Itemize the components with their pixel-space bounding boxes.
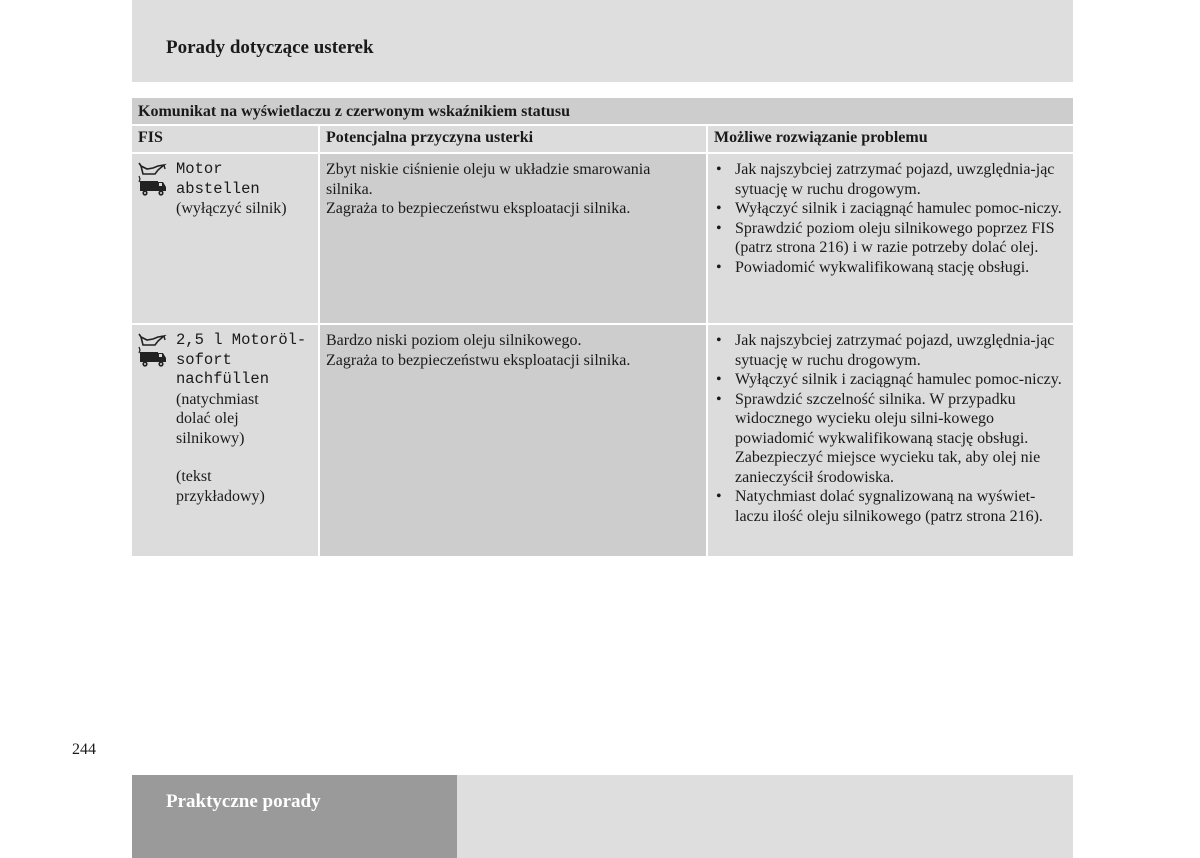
- fis-line: sofort: [176, 350, 232, 369]
- page-header: [132, 0, 1073, 82]
- column-header-cause: Potencjalna przyczyna usterki: [320, 126, 706, 152]
- fis-line: 2,5 l Motoröl-: [176, 331, 307, 349]
- fis-translation: (wyłączyć silnik): [176, 200, 287, 217]
- fis-display-text: [176, 331, 306, 556]
- solution-item: • Jak najszybciej zatrzymać pojazd, uwzględnia-jąc sytuację w ruchu drogowym.: [714, 160, 1069, 199]
- fis-line: nachfüllen: [176, 370, 270, 388]
- table-header-row: [132, 126, 1073, 152]
- solution-list: [714, 160, 1069, 277]
- column-header-solution: Możliwe rozwiązanie problemu: [708, 126, 1073, 152]
- cause-text: Zagraża to bezpieczeństwu eksploatacji silnika.: [326, 200, 631, 217]
- fis-display-text: [176, 160, 287, 323]
- table-caption: Komunikat na wyświetlaczu z czerwonym wskaźnikiem statusu: [132, 98, 1073, 124]
- page-number: 244: [72, 741, 96, 758]
- cause-text: Zagraża to bezpieczeństwu eksploatacji silnika.: [326, 351, 631, 369]
- table-row: [132, 325, 1073, 556]
- fault-table: [132, 98, 1073, 556]
- solution-list: [714, 331, 1069, 526]
- fis-line: abstellen: [176, 179, 260, 198]
- cause-cell: [320, 154, 706, 323]
- table-row: [132, 154, 1073, 323]
- solution-item: • Natychmiast dolać sygnalizowaną na wyświet-laczu ilość oleju silnikowego (patrz strona 216).: [714, 487, 1069, 526]
- fis-cell: [132, 154, 318, 323]
- solution-item: • Wyłączyć silnik i zaciągnąć hamulec pomoc-niczy.: [714, 199, 1069, 219]
- solution-item: • Wyłączyć silnik i zaciągnąć hamulec pomoc-niczy.: [714, 370, 1069, 390]
- page-title: Porady dotyczące usterek: [166, 37, 374, 58]
- solution-cell: [708, 154, 1073, 323]
- fis-translation-line: dolać olej: [176, 410, 239, 427]
- fis-translation-line: (natychmiast: [176, 390, 259, 408]
- oil-can-van-icon: [138, 331, 176, 556]
- solution-item: • Sprawdzić szczelność silnika. W przypadku widocznego wycieku oleju silni-kowego powiadomić wykwalifikowaną stację obsługi. Zabezpieczyć miejsce wycieku tak, aby olej nie zanieczyścił środowiska.: [714, 390, 1069, 488]
- section-tab: [132, 775, 457, 858]
- solution-item: • Jak najszybciej zatrzymać pojazd, uwzględnia-jąc sytuację w ruchu drogowym.: [714, 331, 1069, 370]
- cause-text: Zbyt niskie ciśnienie oleju w układzie smarowania silnika.: [326, 161, 651, 198]
- solution-item: • Sprawdzić poziom oleju silnikowego poprzez FIS (patrz strona 216) i w razie potrzeby dolać olej.: [714, 219, 1069, 258]
- cause-cell: [320, 325, 706, 556]
- fis-cell: [132, 325, 318, 556]
- fis-translation-line: silnikowy): [176, 429, 245, 447]
- footer-bar: [457, 775, 1073, 858]
- oil-can-van-icon: [138, 160, 176, 323]
- cause-text: Bardzo niski poziom oleju silnikowego.: [326, 332, 582, 349]
- column-header-fis: FIS: [132, 126, 318, 152]
- solution-item: • Powiadomić wykwalifikowaną stację obsługi.: [714, 258, 1069, 278]
- fis-translation: [176, 390, 306, 507]
- section-title: Praktyczne porady: [166, 791, 321, 812]
- example-note: (tekst przykładowy): [176, 468, 265, 505]
- solution-cell: [708, 325, 1073, 556]
- fis-line: Motor: [176, 160, 223, 178]
